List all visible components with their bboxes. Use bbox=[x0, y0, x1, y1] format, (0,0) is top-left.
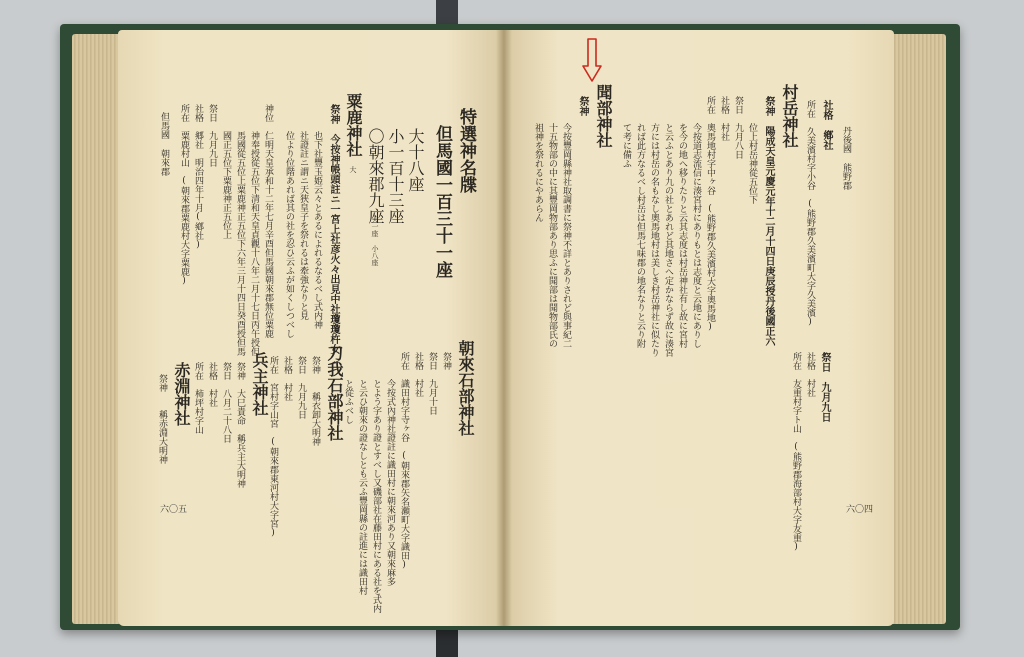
entry-line: 今按豐岡縣神社取調書に祭神不詳とありされど與事紀二 bbox=[561, 96, 571, 348]
entry-line: 祭神 陽成天皇元慶元年十二月十四日庚辰授丹後國正六 bbox=[763, 96, 774, 346]
page-edges-right bbox=[888, 34, 946, 624]
shrine-name-kikube: 聞部神社 bbox=[594, 84, 613, 148]
shrine-name-hyozu: 兵主神社 bbox=[250, 352, 269, 416]
entry-line: 神奉授從五位下清和天皇貞觀十八年二月十七日丙午授但 bbox=[249, 104, 259, 356]
entry-line: 祭神 bbox=[441, 352, 451, 370]
entry-line: 神位 仁明天皇承和十二年七月辛酉但馬國朝來郡無位粟鹿 bbox=[263, 104, 273, 338]
entry-line: 祭日 八月二十八日 bbox=[221, 362, 231, 443]
count-minor: 小一百十三座 bbox=[386, 128, 405, 224]
page-number-right: 六〇四 bbox=[846, 505, 874, 515]
entry-line: 十五物部の中に其豐岡物部あり思ふに聞部は聞物部氏の bbox=[547, 96, 557, 348]
entry-line: 所在 友重村字ト山 (熊野郡海部村大字友重) bbox=[791, 352, 801, 552]
entry-line: と從ふべし bbox=[343, 352, 353, 424]
entry-line: 國正五位下粟鹿神正五位上 bbox=[221, 104, 231, 239]
entry-line: 所在 粟鹿村山 (朝來郡粟鹿村大字粟鹿) bbox=[179, 104, 189, 286]
entry-line: て考に備ふ bbox=[621, 96, 631, 168]
entry-line: 社證註ニ謂ニ天狹皇子を祭れるは牽強なりと見 bbox=[298, 104, 308, 320]
entry-line: 祭神 大巳貴命 稱兵主大明神 bbox=[235, 362, 245, 488]
district-heading: 〇朝來郡九座 bbox=[366, 128, 385, 224]
entry-line: と云ひ朝來の證なしとも云ふ豐岡縣の註進には識田村 bbox=[357, 352, 367, 595]
entry-line: 祭神 今按神帳頭註ニ一宮上社彦火々出見中社瓊瓊杵女 bbox=[328, 104, 339, 354]
entry-line: 社格 村社 bbox=[282, 356, 292, 401]
entry-line: 馬國從五位上粟鹿神正五位下六年三月十四日癸酉授但馬 bbox=[235, 104, 245, 356]
shrine-name-awaga: 粟鹿神社 bbox=[344, 93, 363, 157]
entry-line: 祭神 稱赤淵大明神 bbox=[157, 374, 167, 464]
left-page-header: 但馬國 朝來郡 bbox=[159, 112, 169, 176]
entry-line: 祭日 九月九日 bbox=[819, 352, 830, 422]
shrine-note-awaga: 大 bbox=[349, 166, 357, 173]
entry-line: 祭神 bbox=[577, 96, 588, 116]
entry-line: 祖神を祭れるにやあらん bbox=[533, 96, 543, 222]
entry-line: 祭日 九月十日 bbox=[427, 352, 437, 415]
entry-line: 所在 柿坪村字山 bbox=[193, 362, 203, 434]
entry-line: 社格 郷社 明治四年十月(鄕社) bbox=[193, 104, 203, 250]
book-gutter bbox=[496, 30, 512, 626]
entry-line: 祭日 九月九日 bbox=[296, 356, 306, 419]
entry-line: 祭日 九月九日 bbox=[207, 104, 217, 167]
arrow-down-icon bbox=[582, 38, 602, 82]
entry-line: 今按道志流信に湊宮村にありもとは志度と云地にありし bbox=[691, 96, 701, 348]
entry-line: 方には村岳の名もなし奧馬地村は美しき村岳神社に似たり bbox=[649, 96, 659, 357]
shrine-name-toga-isobe: 刀我石部神社 bbox=[325, 345, 344, 441]
right-page-header: 丹後國 熊野郡 bbox=[841, 126, 851, 190]
page-title: 特選神名牒 bbox=[456, 108, 476, 193]
entry-line: 社格 村社 bbox=[413, 352, 423, 397]
entry-line: 位より位階あれば其の社を忍ひ云ふが如くしつべし bbox=[284, 104, 294, 338]
count-major: 大十八座 bbox=[406, 128, 425, 192]
entry-line: 所在 識田村字寺ヶ谷 (朝來郡矢名瀬町大字識田) bbox=[399, 352, 409, 570]
entry-line: 社格 村社 bbox=[719, 96, 729, 141]
entry-line: れば此方なるべし村岳は但馬七味郡の地名なりと云り附 bbox=[635, 96, 645, 348]
entry-line: 社格 村社 bbox=[805, 352, 815, 397]
entry-line: 社格 村社 bbox=[207, 362, 217, 407]
district-note: 大一座 小八座 bbox=[371, 216, 379, 266]
entry-line: と云ふとあり九の社とあれど其地さへ定かならず故に湊宮 bbox=[663, 96, 673, 357]
entry-line: 也下社豐玉姫云々とあるによれるなるべし式内神 bbox=[312, 104, 322, 329]
entry-line: 社格 鄕社 bbox=[821, 100, 832, 150]
entry-line: 所在 奧馬地村字中ヶ谷 (熊野郡久美濱村大字奧馬地) bbox=[705, 96, 715, 332]
arrow-shape bbox=[583, 39, 601, 81]
page-number-left: 六〇五 bbox=[160, 505, 188, 515]
entry-line: 所在 宮村字山宮 (朝來郡東河村大字宮) bbox=[268, 356, 278, 538]
shrine-name-muraoka: 村岳神社 bbox=[780, 84, 799, 148]
entry-line: とよう字あり證とすべし又磯部社在藤田村にある社を式内 bbox=[371, 352, 381, 613]
entry-line: 所在 久美濱村字小谷 (熊野郡久美濱町大字久美濱) bbox=[805, 100, 815, 327]
entry-line: を今の地へ移りたりと云其志度は村岳神社有し故に宮村 bbox=[677, 96, 687, 348]
province-heading: 但馬國一百三十一座 bbox=[432, 125, 452, 278]
entry-line: 位上村岳神從五位下 bbox=[747, 96, 757, 204]
entry-line: 祭神 稱衣卸大明神 bbox=[310, 356, 320, 446]
shrine-name-asako-isobe: 朝來石部神社 bbox=[456, 340, 475, 436]
entry-line: 祭日 九月八日 bbox=[733, 96, 743, 159]
entry-line: 今按式內神社證註に識田村に朝來河あり又朝來麻多 bbox=[385, 352, 395, 586]
shrine-name-akabuchi: 赤淵神社 bbox=[172, 362, 191, 426]
